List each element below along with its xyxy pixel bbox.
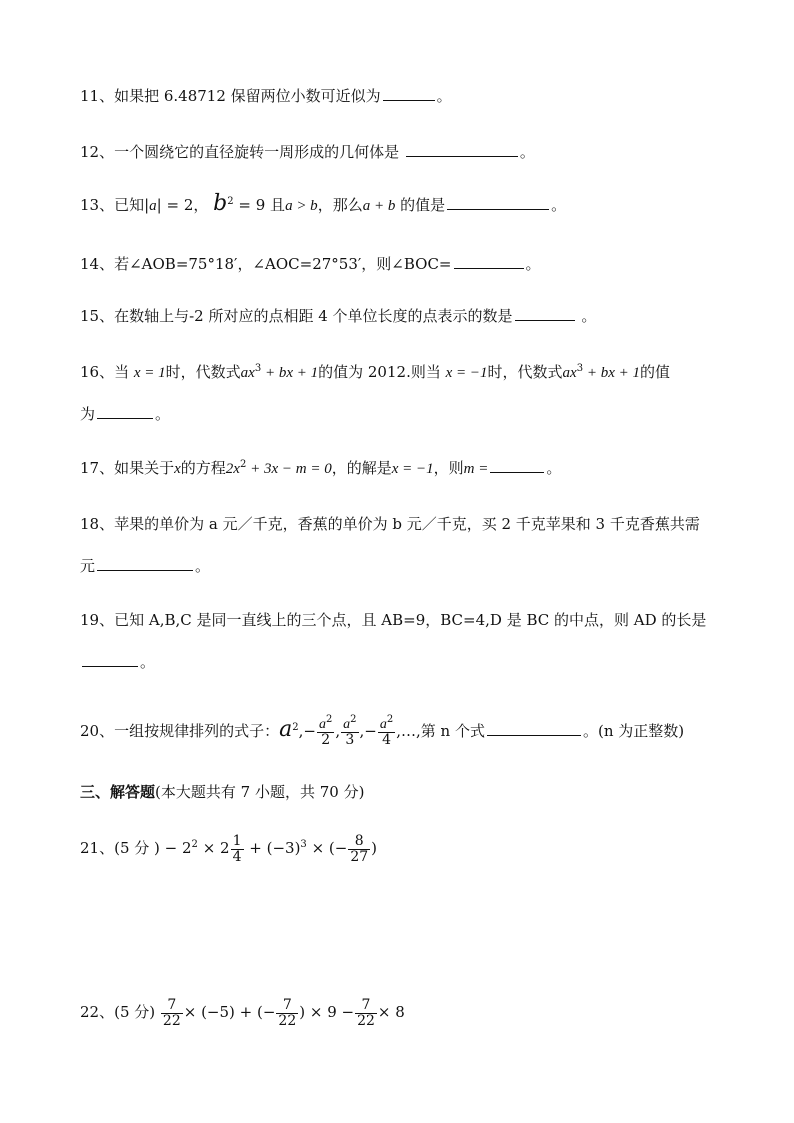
fraction-a2-over-3: $\frac{a^2}{3}$ xyxy=(343,713,357,748)
question-12: 12、一个圆绕它的直径旋转一周形成的几何体是 。 xyxy=(80,143,535,161)
fraction-7-22: $\frac{7}{22}$ xyxy=(162,996,181,1029)
answer-blank-17[interactable] xyxy=(490,458,544,473)
question-16-line-1: 16、当 x = 1时，代数式$ax^3$ + bx + 1的值为 2012.则当 x = −1时，代数式$ax^3$ + bx + 1的值 xyxy=(80,363,670,381)
question-11: 11、如果把 6.48712 保留两位小数可近似为 。 xyxy=(80,87,452,105)
answer-blank-19[interactable] xyxy=(82,652,138,667)
fraction-a2-over-2: $\frac{a^2}{2}$ xyxy=(318,713,333,748)
fraction-a2-over-4: $\frac{a^2}{4}$ xyxy=(379,713,394,748)
question-19-line-1: 19、已知 A,B,C 是同一直线上的三个点，且 AB=9，BC=4,D 是 BC 的中点，则 AD 的长是 xyxy=(80,611,707,629)
question-18-line-2: 元 。 xyxy=(80,557,211,575)
question-21: 21、(5 分 ) − $2^2 \times 2$ $\frac{1}{4}$ + $(-3)^3$ × (− $\frac{8}{27}$ ) xyxy=(80,832,378,865)
question-22: 22、(5 分) $\frac{7}{22}$ × (−5) + (− $\frac{7}{22}$ ) × 9 − $\frac{7}{22}$ × 8 xyxy=(80,996,405,1029)
question-17: 17、如果关于x的方程$2x^2 + 3x - m = 0$，的解是x = −1，则m = 。 xyxy=(80,459,562,477)
answer-blank-16[interactable] xyxy=(97,404,153,419)
answer-blank-20[interactable] xyxy=(487,721,581,736)
answer-blank-12[interactable] xyxy=(406,142,518,157)
question-16-line-2: 为 。 xyxy=(80,405,171,423)
question-13: 13、已知|a| = 2， $b^2 = 9$ 且a > b，那么a + b 的值是 。 xyxy=(80,191,567,216)
fraction-8-27: $\frac{8}{27}$ xyxy=(350,832,369,865)
mixed-number-fraction: $\frac{1}{4}$ xyxy=(232,832,242,865)
answer-blank-15[interactable] xyxy=(515,306,575,321)
question-18-line-1: 18、苹果的单价为 a 元／千克，香蕉的单价为 b 元／千克，买 2 千克苹果和 3 千克香蕉共需 xyxy=(80,515,700,533)
answer-blank-13[interactable] xyxy=(447,195,549,210)
question-19-line-2: 。 xyxy=(80,652,155,672)
abs-value: |a| xyxy=(144,196,162,214)
answer-blank-14[interactable] xyxy=(454,254,524,269)
section-3-heading: 三、解答题(本大题共有 7 小题，共 70 分) xyxy=(80,783,365,801)
question-20: 20、一组按规律排列的式子：$a^2,-$ $\frac{a^2}{2}$ , $\frac{a^2}{3}$ ,− $\frac{a^2}{4}$ ,…,第 n 个式 。(n 为正整数) xyxy=(80,713,685,748)
question-15: 15、在数轴上与-2 所对应的点相距 4 个单位长度的点表示的数是 。 xyxy=(80,307,597,325)
fraction-7-22: $\frac{7}{22}$ xyxy=(278,996,297,1029)
answer-blank-11[interactable] xyxy=(383,86,435,101)
question-14: 14、若∠AOB=75°18′，∠AOC=27°53′，则∠BOC= 。 xyxy=(80,255,541,273)
fraction-7-22: $\frac{7}{22}$ xyxy=(357,996,375,1029)
answer-blank-18[interactable] xyxy=(97,556,193,571)
